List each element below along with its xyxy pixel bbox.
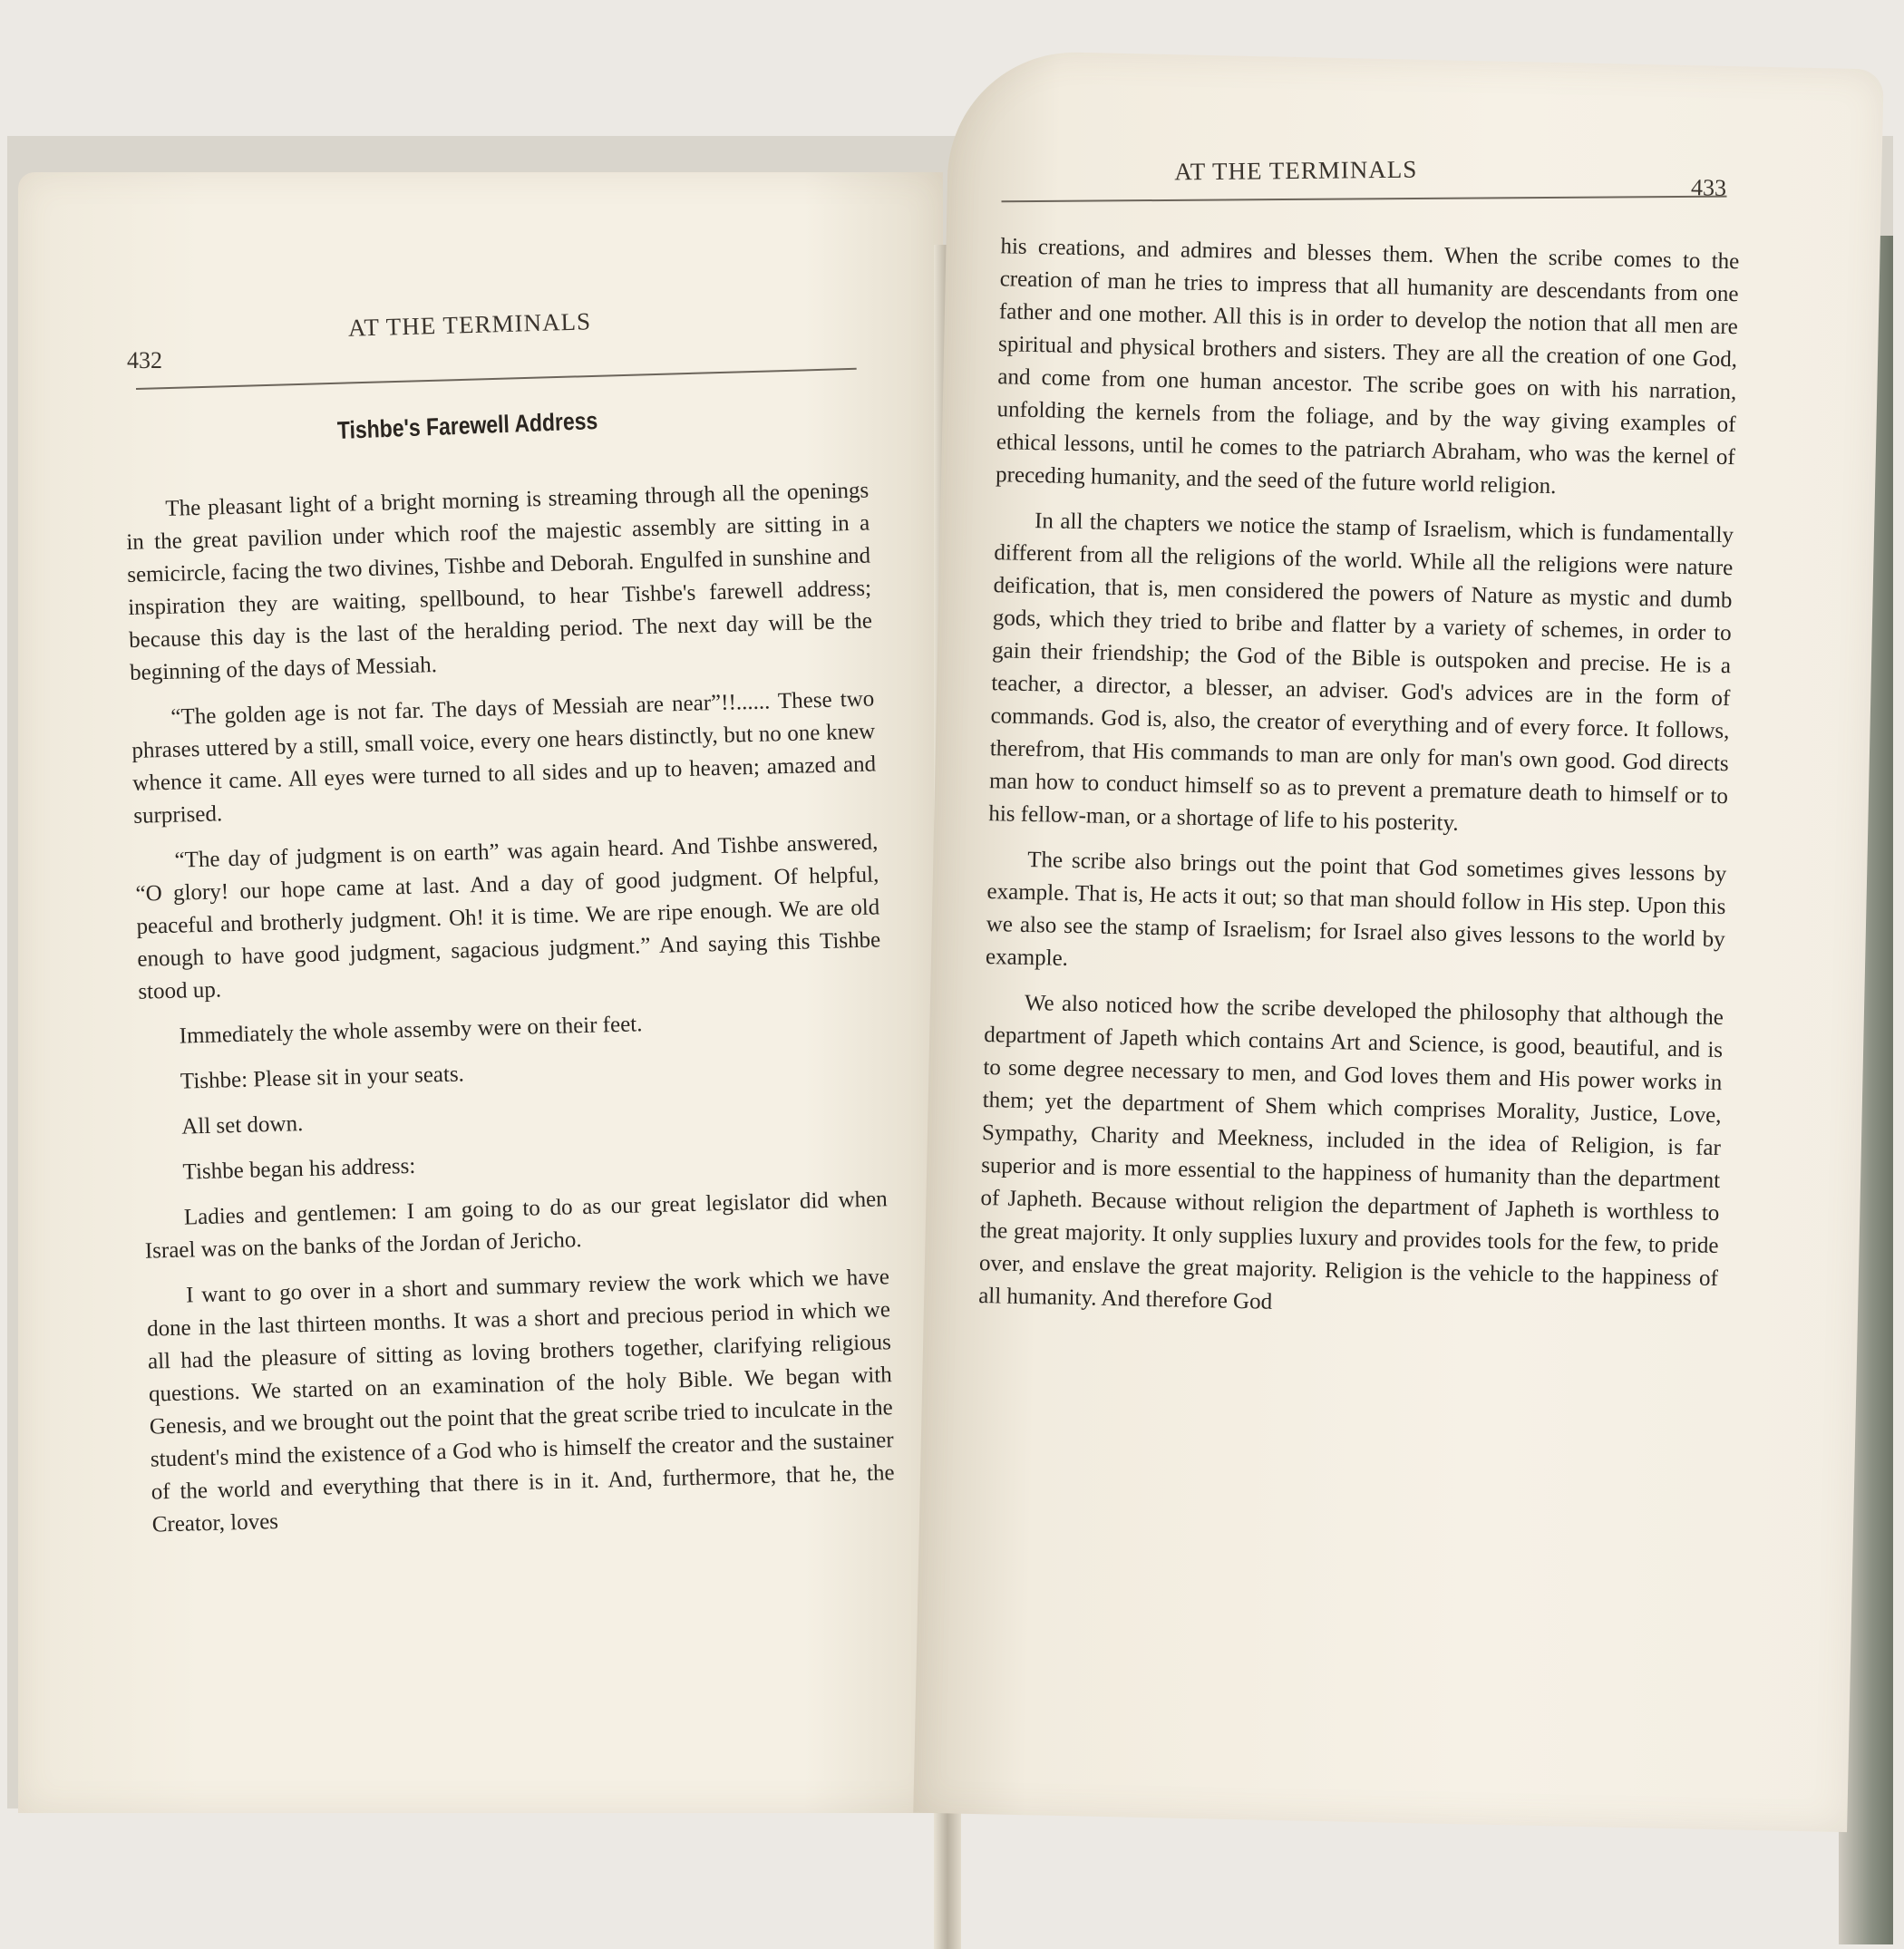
chapter-title: Tishbe's Farewell Address [336, 406, 598, 444]
paragraph: All set down. [180, 1111, 304, 1139]
paragraph: The scribe also brings out the point that God sometimes gives lessons by example. That is, He acts it out; so that man should follow in His step. Upon this we also see the stamp of Israelism; for Israel also gives lessons to the world by example. [985, 847, 1727, 971]
open-book [7, 136, 1893, 1808]
running-header-left: AT THE TERMINALS [347, 307, 592, 342]
paragraph: Tishbe began his address: [182, 1153, 416, 1185]
paragraph: Immediately the whole assemby were on their feet. [179, 1012, 643, 1049]
running-header-right: AT THE TERMINALS [1174, 155, 1418, 186]
header-rule-left [136, 368, 857, 390]
paragraph: The pleasant light of a bright morning is streaming through all the openings in the great pavilion under which roof the majestic assembly are sitting in a semicircle, facing the two divines, Tishbe and Deborah. Engulfed in sunshine and inspiration they are waiting, spellbound, to hear Tishbe's farewell address; because this day is the last of the heralding period. The next day will be the beginning of the days of Messiah. [126, 478, 873, 685]
right-page [913, 50, 1884, 1832]
left-page [18, 172, 943, 1813]
paragraph: Tishbe: Please sit in your seats. [180, 1062, 465, 1094]
left-page-body [125, 475, 896, 1555]
header-rule-right [1002, 196, 1727, 203]
page-number-left: 432 [127, 347, 162, 373]
paragraph: I want to go over in a short and summary review the work which we have done in the last thirteen months. It was a short and precious period in which we all had the pleasure of sitting as loving brothers together, clarifying religious questions. We started on an examination of the holy Bible. We began with Genesis, and we brought out the point that the great scribe tried to inculcate in the student's mind the existence of a God who is himself the creator and the sustainer of the world and everything that there is in it. And, furthermore, that he, the Creator, loves [146, 1265, 895, 1537]
paragraph: his creations, and admires and blesses them. When the scribe comes to the creation of man he tries to impress that all humanity are descendants from one father and one mother. All this is in order to develop the notion that all men are spiritual and physical brothers and sisters. They are all the creation of one God, and come from one human ancestor. The scribe goes on with his narration, unfolding the kernels from the foliage, and by the way giving examples of ethical lessons, until he comes to the patriarch Abraham, who was the kernel of preceding humanity, and the seed of the future world religion. [995, 234, 1740, 499]
paragraph: We also noticed how the scribe developed the philosophy that although the department of Japeth which contains Art and Science, is good, beautiful, and is to some degree necessary to men, and God loves them and His power works in them; yet the department of Shem which comprises Morality, Justice, Love, Sympathy, Charity and Meekness, included in the idea of Religion, is far superior and is more essential to the happiness of humanity than the department of Japheth. Because without religion the department of Japheth is worthless to the great majority. It only supplies luxury and provides tools for the few, to pride over, and enslave the great majority. Religion is the vehicle to the happiness of all humanity. And therefore God [977, 990, 1724, 1314]
paragraph: “The day of judgment is on earth” was again heard. And Tishbe answered, “O glory! our hope came at last. And a day of good judgment. Of helpful, peaceful and brotherly judgment. Oh! it is time. We are ripe enough. We are old enough to have good judgment, sagacious judgment.” And saying this Tishbe stood up. [135, 829, 881, 1004]
paragraph: Ladies and gentlemen: I am going to do as our great legislator did when Israel was on the banks of the Jordan of Jericho. [144, 1187, 889, 1264]
paragraph: In all the chapters we notice the stamp of Israelism, which is fundamentally different from all the religions of the world. While all the religions were nature deification, that is, men considered the powers of Nature as mystic and dumb gods, which they tried to bribe and flatter by a variety of schemes, in order to gain their friendship; the God of the Bible is outspoken and precise. He is a teacher, a director, a blesser, an adviser. God's advices are in the form of commands. God is, also, the creator of everything and of every force. It follows, therefrom, that His commands to man are only for man's own good. God directs man how to conduct himself so as to prevent a premature death to himself or to his fellow-man, or a shortage of life to his posterity. [988, 509, 1734, 836]
paragraph: “The golden age is not far. The days of Messiah are near”!!...... These two phrases uttered by a still, small voice, every one hears distinctly, but no one knew whence it came. All eyes were turned to all sides and up to heaven; amazed and surprised. [131, 686, 877, 829]
page-number-right: 433 [1690, 174, 1727, 201]
right-page-body [978, 230, 1740, 1341]
